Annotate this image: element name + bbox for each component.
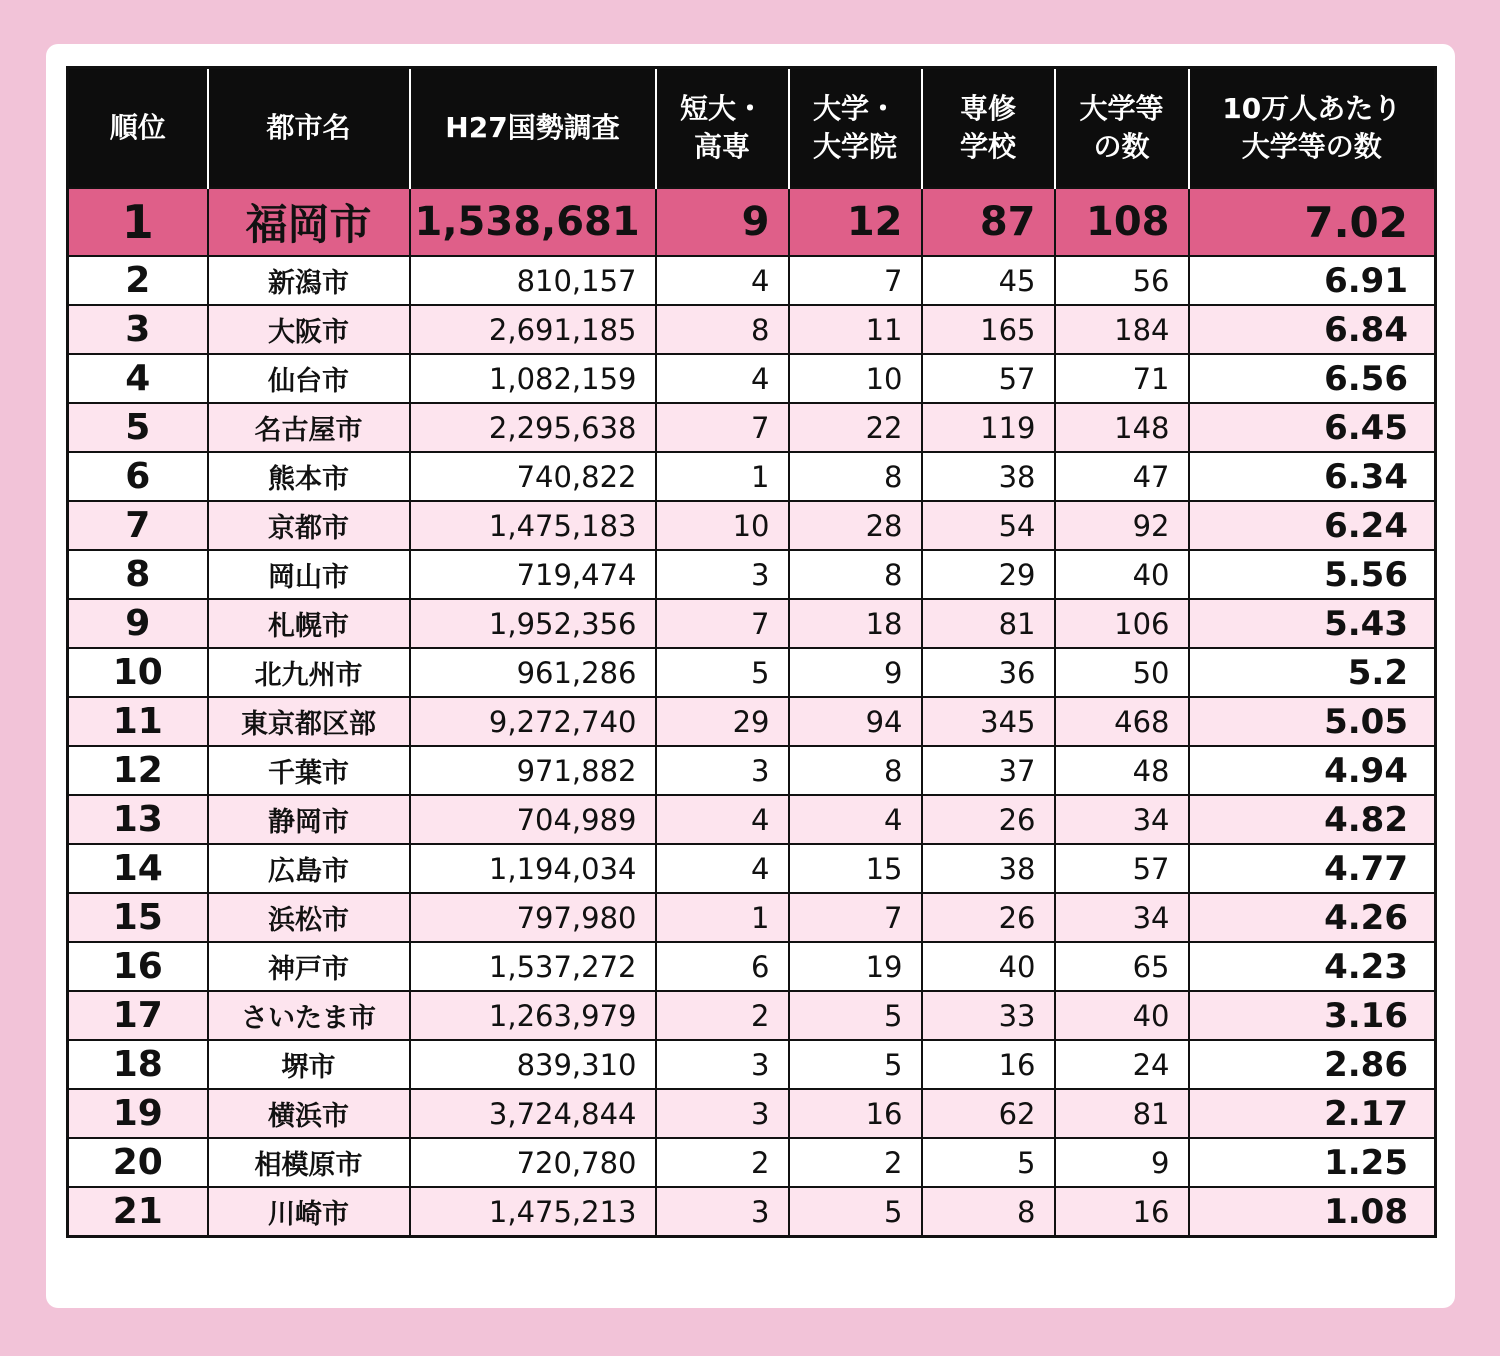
- per-100k-cell: 6.24: [1189, 501, 1436, 550]
- per-100k-cell: 2.86: [1189, 1040, 1436, 1089]
- university-cell: 15: [789, 844, 922, 893]
- per-100k-cell: 6.45: [1189, 403, 1436, 452]
- city-cell: 堺市: [208, 1040, 410, 1089]
- junior-college-cell: 3: [656, 550, 789, 599]
- per-100k-cell: 4.77: [1189, 844, 1436, 893]
- header-row: [68, 68, 1436, 189]
- total-schools-cell: 34: [1055, 893, 1189, 942]
- per-100k-cell: 5.2: [1189, 648, 1436, 697]
- university-cell: 12: [789, 188, 922, 256]
- population-cell: 1,263,979: [410, 991, 656, 1040]
- junior-college-cell: 7: [656, 599, 789, 648]
- university-cell: 5: [789, 1040, 922, 1089]
- table-row: [68, 844, 1436, 893]
- header-rank: 順位: [68, 68, 208, 189]
- junior-college-cell: 3: [656, 1089, 789, 1138]
- junior-college-cell: 3: [656, 1187, 789, 1237]
- population-cell: 1,194,034: [410, 844, 656, 893]
- city-cell: 浜松市: [208, 893, 410, 942]
- population-cell: 1,082,159: [410, 354, 656, 403]
- vocational-school-cell: 38: [922, 844, 1055, 893]
- university-cell: 28: [789, 501, 922, 550]
- university-cell: 4: [789, 795, 922, 844]
- header-total-schools: 大学等 の数: [1055, 68, 1189, 189]
- city-cell: 東京都区部: [208, 697, 410, 746]
- population-cell: 839,310: [410, 1040, 656, 1089]
- city-cell: 千葉市: [208, 746, 410, 795]
- header-university: 大学・ 大学院: [789, 68, 922, 189]
- rank-cell: 21: [68, 1187, 208, 1237]
- total-schools-cell: 57: [1055, 844, 1189, 893]
- vocational-school-cell: 16: [922, 1040, 1055, 1089]
- junior-college-cell: 1: [656, 452, 789, 501]
- vocational-school-cell: 345: [922, 697, 1055, 746]
- junior-college-cell: 3: [656, 746, 789, 795]
- city-cell: 横浜市: [208, 1089, 410, 1138]
- total-schools-cell: 34: [1055, 795, 1189, 844]
- total-schools-cell: 47: [1055, 452, 1189, 501]
- total-schools-cell: 81: [1055, 1089, 1189, 1138]
- total-schools-cell: 56: [1055, 256, 1189, 305]
- vocational-school-cell: 57: [922, 354, 1055, 403]
- junior-college-cell: 29: [656, 697, 789, 746]
- university-cell: 7: [789, 893, 922, 942]
- rank-cell: 5: [68, 403, 208, 452]
- vocational-school-cell: 54: [922, 501, 1055, 550]
- population-cell: 810,157: [410, 256, 656, 305]
- city-cell: 札幌市: [208, 599, 410, 648]
- city-cell: 広島市: [208, 844, 410, 893]
- table-row-highlight: [68, 188, 1436, 256]
- rank-cell: 1: [68, 188, 208, 256]
- table-row: [68, 746, 1436, 795]
- header-city: 都市名: [208, 68, 410, 189]
- table-row: [68, 1138, 1436, 1187]
- table-row: [68, 354, 1436, 403]
- university-cell: 22: [789, 403, 922, 452]
- rank-cell: 7: [68, 501, 208, 550]
- rank-cell: 17: [68, 991, 208, 1040]
- per-100k-cell: 6.91: [1189, 256, 1436, 305]
- university-cell: 5: [789, 991, 922, 1040]
- population-cell: 1,475,213: [410, 1187, 656, 1237]
- city-cell: さいたま市: [208, 991, 410, 1040]
- rank-cell: 3: [68, 305, 208, 354]
- university-cell: 8: [789, 550, 922, 599]
- population-cell: 740,822: [410, 452, 656, 501]
- vocational-school-cell: 8: [922, 1187, 1055, 1237]
- junior-college-cell: 5: [656, 648, 789, 697]
- per-100k-cell: 4.23: [1189, 942, 1436, 991]
- junior-college-cell: 2: [656, 1138, 789, 1187]
- rank-cell: 4: [68, 354, 208, 403]
- rank-cell: 9: [68, 599, 208, 648]
- vocational-school-cell: 37: [922, 746, 1055, 795]
- per-100k-cell: 1.08: [1189, 1187, 1436, 1237]
- header-vocational-school: 専修 学校: [922, 68, 1055, 189]
- rank-cell: 8: [68, 550, 208, 599]
- table-row: [68, 1040, 1436, 1089]
- per-100k-cell: 7.02: [1189, 188, 1436, 256]
- table-row: [68, 893, 1436, 942]
- table-row: [68, 795, 1436, 844]
- per-100k-cell: 2.17: [1189, 1089, 1436, 1138]
- population-cell: 2,295,638: [410, 403, 656, 452]
- table-row: [68, 452, 1436, 501]
- university-cell: 19: [789, 942, 922, 991]
- total-schools-cell: 40: [1055, 991, 1189, 1040]
- per-100k-cell: 5.43: [1189, 599, 1436, 648]
- per-100k-cell: 4.82: [1189, 795, 1436, 844]
- population-cell: 961,286: [410, 648, 656, 697]
- population-cell: 719,474: [410, 550, 656, 599]
- header-population: H27国勢調査: [410, 68, 656, 189]
- junior-college-cell: 7: [656, 403, 789, 452]
- table-row: [68, 501, 1436, 550]
- table-body: [68, 188, 1436, 1237]
- total-schools-cell: 468: [1055, 697, 1189, 746]
- rank-cell: 15: [68, 893, 208, 942]
- junior-college-cell: 10: [656, 501, 789, 550]
- rank-cell: 10: [68, 648, 208, 697]
- vocational-school-cell: 26: [922, 893, 1055, 942]
- population-cell: 797,980: [410, 893, 656, 942]
- junior-college-cell: 2: [656, 991, 789, 1040]
- per-100k-cell: 6.84: [1189, 305, 1436, 354]
- vocational-school-cell: 87: [922, 188, 1055, 256]
- university-cell: 16: [789, 1089, 922, 1138]
- junior-college-cell: 3: [656, 1040, 789, 1089]
- per-100k-cell: 6.56: [1189, 354, 1436, 403]
- table-row: [68, 403, 1436, 452]
- vocational-school-cell: 38: [922, 452, 1055, 501]
- university-cell: 18: [789, 599, 922, 648]
- population-cell: 9,272,740: [410, 697, 656, 746]
- university-cell: 7: [789, 256, 922, 305]
- rank-cell: 13: [68, 795, 208, 844]
- rank-cell: 16: [68, 942, 208, 991]
- university-cell: 11: [789, 305, 922, 354]
- total-schools-cell: 24: [1055, 1040, 1189, 1089]
- city-cell: 静岡市: [208, 795, 410, 844]
- junior-college-cell: 8: [656, 305, 789, 354]
- total-schools-cell: 9: [1055, 1138, 1189, 1187]
- junior-college-cell: 6: [656, 942, 789, 991]
- per-100k-cell: 5.05: [1189, 697, 1436, 746]
- vocational-school-cell: 26: [922, 795, 1055, 844]
- university-cell: 8: [789, 452, 922, 501]
- table-row: [68, 599, 1436, 648]
- university-cell: 8: [789, 746, 922, 795]
- table-row: [68, 1187, 1436, 1237]
- junior-college-cell: 1: [656, 893, 789, 942]
- table-row: [68, 1089, 1436, 1138]
- ranking-table: [66, 66, 1437, 1238]
- city-cell: 川崎市: [208, 1187, 410, 1237]
- university-cell: 94: [789, 697, 922, 746]
- population-cell: 971,882: [410, 746, 656, 795]
- rank-cell: 19: [68, 1089, 208, 1138]
- table-row: [68, 991, 1436, 1040]
- per-100k-cell: 1.25: [1189, 1138, 1436, 1187]
- per-100k-cell: 3.16: [1189, 991, 1436, 1040]
- rank-cell: 11: [68, 697, 208, 746]
- junior-college-cell: 4: [656, 354, 789, 403]
- population-cell: 1,537,272: [410, 942, 656, 991]
- vocational-school-cell: 5: [922, 1138, 1055, 1187]
- city-cell: 名古屋市: [208, 403, 410, 452]
- rank-cell: 20: [68, 1138, 208, 1187]
- per-100k-cell: 4.94: [1189, 746, 1436, 795]
- rank-cell: 2: [68, 256, 208, 305]
- city-cell: 岡山市: [208, 550, 410, 599]
- table-row: [68, 942, 1436, 991]
- junior-college-cell: 9: [656, 188, 789, 256]
- rank-cell: 14: [68, 844, 208, 893]
- total-schools-cell: 92: [1055, 501, 1189, 550]
- population-cell: 2,691,185: [410, 305, 656, 354]
- total-schools-cell: 48: [1055, 746, 1189, 795]
- total-schools-cell: 148: [1055, 403, 1189, 452]
- population-cell: 704,989: [410, 795, 656, 844]
- vocational-school-cell: 40: [922, 942, 1055, 991]
- population-cell: 720,780: [410, 1138, 656, 1187]
- total-schools-cell: 40: [1055, 550, 1189, 599]
- city-cell: 新潟市: [208, 256, 410, 305]
- university-cell: 9: [789, 648, 922, 697]
- junior-college-cell: 4: [656, 795, 789, 844]
- vocational-school-cell: 36: [922, 648, 1055, 697]
- per-100k-cell: 4.26: [1189, 893, 1436, 942]
- table-row: [68, 697, 1436, 746]
- header-junior-college: 短大・ 高専: [656, 68, 789, 189]
- per-100k-cell: 5.56: [1189, 550, 1436, 599]
- total-schools-cell: 106: [1055, 599, 1189, 648]
- per-100k-cell: 6.34: [1189, 452, 1436, 501]
- total-schools-cell: 108: [1055, 188, 1189, 256]
- city-cell: 大阪市: [208, 305, 410, 354]
- rank-cell: 6: [68, 452, 208, 501]
- table-row: [68, 648, 1436, 697]
- vocational-school-cell: 81: [922, 599, 1055, 648]
- vocational-school-cell: 119: [922, 403, 1055, 452]
- rank-cell: 12: [68, 746, 208, 795]
- vocational-school-cell: 165: [922, 305, 1055, 354]
- junior-college-cell: 4: [656, 844, 789, 893]
- city-cell: 相模原市: [208, 1138, 410, 1187]
- total-schools-cell: 65: [1055, 942, 1189, 991]
- vocational-school-cell: 33: [922, 991, 1055, 1040]
- city-cell: 京都市: [208, 501, 410, 550]
- population-cell: 3,724,844: [410, 1089, 656, 1138]
- vocational-school-cell: 29: [922, 550, 1055, 599]
- total-schools-cell: 184: [1055, 305, 1189, 354]
- population-cell: 1,538,681: [410, 188, 656, 256]
- population-cell: 1,952,356: [410, 599, 656, 648]
- population-cell: 1,475,183: [410, 501, 656, 550]
- total-schools-cell: 50: [1055, 648, 1189, 697]
- university-cell: 5: [789, 1187, 922, 1237]
- city-cell: 神戸市: [208, 942, 410, 991]
- vocational-school-cell: 45: [922, 256, 1055, 305]
- city-cell: 北九州市: [208, 648, 410, 697]
- table-row: [68, 256, 1436, 305]
- table-row: [68, 305, 1436, 354]
- table-row: [68, 550, 1436, 599]
- city-cell: 福岡市: [208, 188, 410, 256]
- rank-cell: 18: [68, 1040, 208, 1089]
- university-cell: 10: [789, 354, 922, 403]
- total-schools-cell: 16: [1055, 1187, 1189, 1237]
- university-cell: 2: [789, 1138, 922, 1187]
- vocational-school-cell: 62: [922, 1089, 1055, 1138]
- header-schools-per-100k: 10万人あたり 大学等の数: [1189, 68, 1436, 189]
- city-cell: 熊本市: [208, 452, 410, 501]
- city-cell: 仙台市: [208, 354, 410, 403]
- junior-college-cell: 4: [656, 256, 789, 305]
- total-schools-cell: 71: [1055, 354, 1189, 403]
